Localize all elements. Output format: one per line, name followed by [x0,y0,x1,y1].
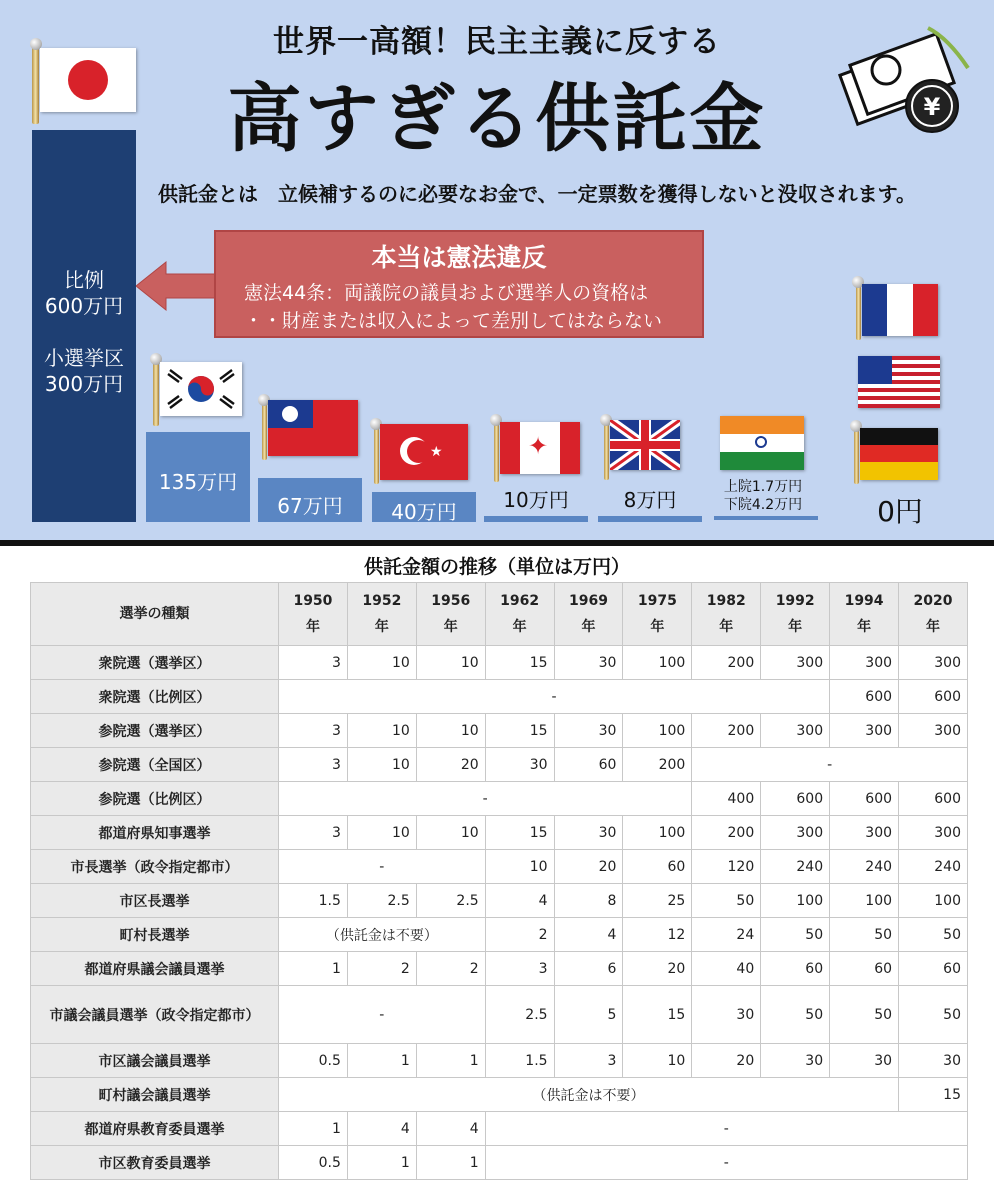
table-cell: 1 [416,1146,485,1180]
table-cell: 300 [830,646,899,680]
year-suffix: 年 [512,619,527,635]
table-cell: 30 [830,1044,899,1078]
table-cell: 15 [485,816,554,850]
table-cell: 300 [899,714,968,748]
callout-line-1: 憲法44条：両議院の議員および選挙人の資格は [244,282,649,304]
table-cell: 1.5 [279,884,348,918]
column-header-year [554,583,623,646]
canada-flagpole [494,420,499,482]
table-cell: 3 [279,646,348,680]
table-cell: 60 [761,952,830,986]
korea-value-label: 135万円 [158,470,238,494]
arrow-left-icon [136,258,216,314]
table-cell: 30 [692,986,761,1044]
table-cell: 1 [347,1146,416,1180]
table-cell: 100 [623,714,692,748]
subtitle: 世界一高額！民主主義に反する [273,24,721,60]
row-label: 参院選（全国区） [31,748,279,782]
table-cell: 600 [899,680,968,714]
column-header-year [347,583,416,646]
taiwan-value-label: 67万円 [277,494,343,518]
table-cell: 10 [416,816,485,850]
table-cell: 15 [899,1078,968,1112]
year-suffix: 年 [650,619,665,635]
uk-flag-icon [610,420,680,470]
table-cell: 1 [416,1044,485,1078]
table-cell: 200 [623,748,692,782]
table-cell: 15 [485,714,554,748]
table-cell: 200 [692,714,761,748]
table-row [31,782,968,816]
turkey-value-label: 40万円 [391,500,457,524]
column-header-year [899,583,968,646]
table-cell: - [279,986,486,1044]
chart-bar-japan [32,130,136,522]
taiwan-flagpole [262,400,267,460]
uk-value-label: 8万円 [623,488,677,512]
table-cell: - [279,680,830,714]
germany-flag-icon [860,428,938,480]
table-row [31,1112,968,1146]
year-value: 2020 [913,593,953,609]
table-cell: 120 [692,850,761,884]
year-value: 1962 [500,593,540,609]
infographic-panel [0,0,994,540]
table-cell: 50 [899,918,968,952]
row-label: 都道府県議会議員選挙 [31,952,279,986]
table-cell: 100 [623,646,692,680]
table-cell: 40 [692,952,761,986]
table-cell: 15 [485,646,554,680]
france-flag-icon [862,284,938,336]
table-cell: 200 [692,646,761,680]
zero-value-label: 0円 [877,495,923,528]
table-cell: 4 [416,1112,485,1146]
table-cell: 0.5 [279,1146,348,1180]
table-cell: 10 [347,714,416,748]
column-header-year [416,583,485,646]
year-suffix: 年 [581,619,596,635]
chart-bar-uk [598,516,702,522]
india-flag-icon [720,416,804,470]
money-illustration [838,18,978,138]
table-cell: - [692,748,968,782]
year-suffix: 年 [926,619,940,635]
column-header-year [761,583,830,646]
table-header-row [31,583,968,646]
japan-label-3: 小選挙区 [44,346,124,370]
germany-flagpole [854,426,859,484]
table-cell: 15 [623,986,692,1044]
table-cell: 10 [347,646,416,680]
table-row [31,748,968,782]
india-label-1: 上院1.7万円 [723,479,803,495]
table-cell: 240 [761,850,830,884]
year-value: 1975 [637,593,677,609]
table-cell: 25 [623,884,692,918]
japan-flagpole [32,44,39,124]
table-cell: 60 [554,748,623,782]
row-label: 都道府県教育委員選挙 [31,1112,279,1146]
table-cell: 3 [485,952,554,986]
table-cell: 300 [761,816,830,850]
row-label: 衆院選（比例区） [31,680,279,714]
table-cell: 60 [623,850,692,884]
table-cell: - [279,850,486,884]
table-cell: 30 [761,1044,830,1078]
table-cell: 5 [554,986,623,1044]
table-body [31,646,968,1180]
description: 供託金とは 立候補するのに必要なお金で、一定票数を獲得しないと没収されます。 [158,182,916,206]
table-cell: 50 [692,884,761,918]
table-cell: 1 [279,952,348,986]
table-cell: 100 [761,884,830,918]
table-cell: 10 [416,646,485,680]
table-cell: 100 [623,816,692,850]
canada-value-label: 10万円 [503,488,569,512]
callout-line-2: ・・財産または収入によって差別してはならない [244,310,663,332]
deposit-history-table [30,582,968,1180]
taiwan-flag-icon [268,400,358,456]
turkey-flag-icon: ★ [380,424,468,480]
table-cell: 20 [416,748,485,782]
row-label: 市議会議員選挙（政令指定都市） [31,986,279,1044]
table-cell: 8 [554,884,623,918]
table-title: 供託金額の推移（単位は万円） [363,556,630,578]
table-cell: 60 [899,952,968,986]
table-cell: 10 [347,748,416,782]
row-label: 都道府県知事選挙 [31,816,279,850]
table-cell: 2 [347,952,416,986]
row-label: 衆院選（選挙区） [31,646,279,680]
table-cell: 24 [692,918,761,952]
table-cell: 10 [416,714,485,748]
table-cell: 100 [830,884,899,918]
table-cell: 50 [830,986,899,1044]
table-cell: 2.5 [416,884,485,918]
table-cell: 600 [761,782,830,816]
yen-sign-icon [906,80,958,132]
divider [0,540,994,546]
table-cell: 20 [623,952,692,986]
row-label: 市区教育委員選挙 [31,1146,279,1180]
table-cell: 3 [279,714,348,748]
table-row [31,918,968,952]
table-cell: 30 [899,1044,968,1078]
table-row [31,646,968,680]
table-cell: 1.5 [485,1044,554,1078]
table-cell: 600 [830,680,899,714]
table-cell: 1 [347,1044,416,1078]
table-cell: 2 [485,918,554,952]
column-header-year [830,583,899,646]
year-suffix: 年 [788,619,803,635]
table-row [31,986,968,1044]
usa-flag-icon [858,356,940,408]
constitution-callout [214,230,704,338]
table-cell: 10 [623,1044,692,1078]
table-cell: 6 [554,952,623,986]
table-cell: 100 [899,884,968,918]
year-value: 1950 [293,593,333,609]
column-header-year [485,583,554,646]
row-label: 市区議会議員選挙 [31,1044,279,1078]
table-row [31,1146,968,1180]
chart-bar-india [714,516,818,520]
year-value: 1956 [431,593,471,609]
year-value: 1992 [775,593,815,609]
table-cell: 1 [279,1112,348,1146]
table-cell: 2.5 [485,986,554,1044]
korea-flagpole [153,360,159,426]
table-cell: 4 [485,884,554,918]
table-cell: 240 [899,850,968,884]
table-cell: 300 [899,816,968,850]
table-cell: 4 [554,918,623,952]
year-suffix: 年 [857,619,872,635]
japan-label-2: 600万円 [44,294,124,318]
chart-bar-canada [484,516,588,522]
table-cell: 30 [485,748,554,782]
table-cell: - [485,1146,967,1180]
table-cell: 60 [830,952,899,986]
table-cell: 3 [279,748,348,782]
india-label-2: 下院4.2万円 [723,497,803,513]
table-cell: 3 [279,816,348,850]
table-cell: 12 [623,918,692,952]
year-value: 1969 [569,593,608,609]
year-suffix: 年 [374,619,389,635]
column-header-year [623,583,692,646]
table-cell: （供託金は不要） [279,1078,899,1112]
turkey-flagpole [374,424,379,484]
page-title: 高すぎる供託金 [227,76,767,162]
table-row [31,816,968,850]
table-cell: 30 [554,646,623,680]
table-cell: 30 [554,816,623,850]
column-header-year [279,583,348,646]
year-value: 1982 [706,593,746,609]
table-row [31,1078,968,1112]
table-cell: 200 [692,816,761,850]
table-cell: 2.5 [347,884,416,918]
table-cell: 300 [830,714,899,748]
japan-label-1: 比例 [64,268,104,292]
table-cell: - [279,782,692,816]
row-label: 市長選挙（政令指定都市） [31,850,279,884]
table-row [31,884,968,918]
table-cell: 240 [830,850,899,884]
row-label: 町村議会議員選挙 [31,1078,279,1112]
table-row [31,680,968,714]
table-row [31,850,968,884]
year-suffix: 年 [443,619,458,635]
column-header-election-type: 選挙の種類 [31,583,279,646]
canada-flag-icon: ✦ [500,422,580,474]
table-cell: （供託金は不要） [279,918,486,952]
table-row [31,952,968,986]
table-row [31,714,968,748]
table-row [31,1044,968,1078]
year-suffix: 年 [305,619,320,635]
table-cell: - [485,1112,967,1146]
callout-heading: 本当は憲法違反 [371,243,547,272]
table-cell: 600 [830,782,899,816]
table-cell: 50 [761,918,830,952]
table-cell: 20 [554,850,623,884]
row-label: 参院選（比例区） [31,782,279,816]
table-cell: 3 [554,1044,623,1078]
table-cell: 50 [761,986,830,1044]
table-cell: 30 [554,714,623,748]
row-label: 参院選（選挙区） [31,714,279,748]
table-cell: 10 [347,816,416,850]
column-header-year [692,583,761,646]
france-flagpole [856,282,861,340]
row-label: 町村長選挙 [31,918,279,952]
table-cell: 300 [761,714,830,748]
row-label: 市区長選挙 [31,884,279,918]
japan-flag-icon [40,48,136,112]
table-cell: 50 [830,918,899,952]
uk-flagpole [604,420,609,480]
svg-text:¥: ¥ [923,93,941,121]
japan-label-4: 300万円 [44,372,124,396]
table-cell: 4 [347,1112,416,1146]
korea-flag-icon [160,362,242,416]
table-cell: 300 [899,646,968,680]
table-cell: 0.5 [279,1044,348,1078]
table-cell: 50 [899,986,968,1044]
table-cell: 300 [830,816,899,850]
year-value: 1952 [362,593,402,609]
table-cell: 300 [761,646,830,680]
table-cell: 20 [692,1044,761,1078]
table-cell: 600 [899,782,968,816]
table-cell: 400 [692,782,761,816]
table-cell: 2 [416,952,485,986]
year-value: 1994 [844,593,884,609]
year-suffix: 年 [719,619,734,635]
table-cell: 10 [485,850,554,884]
